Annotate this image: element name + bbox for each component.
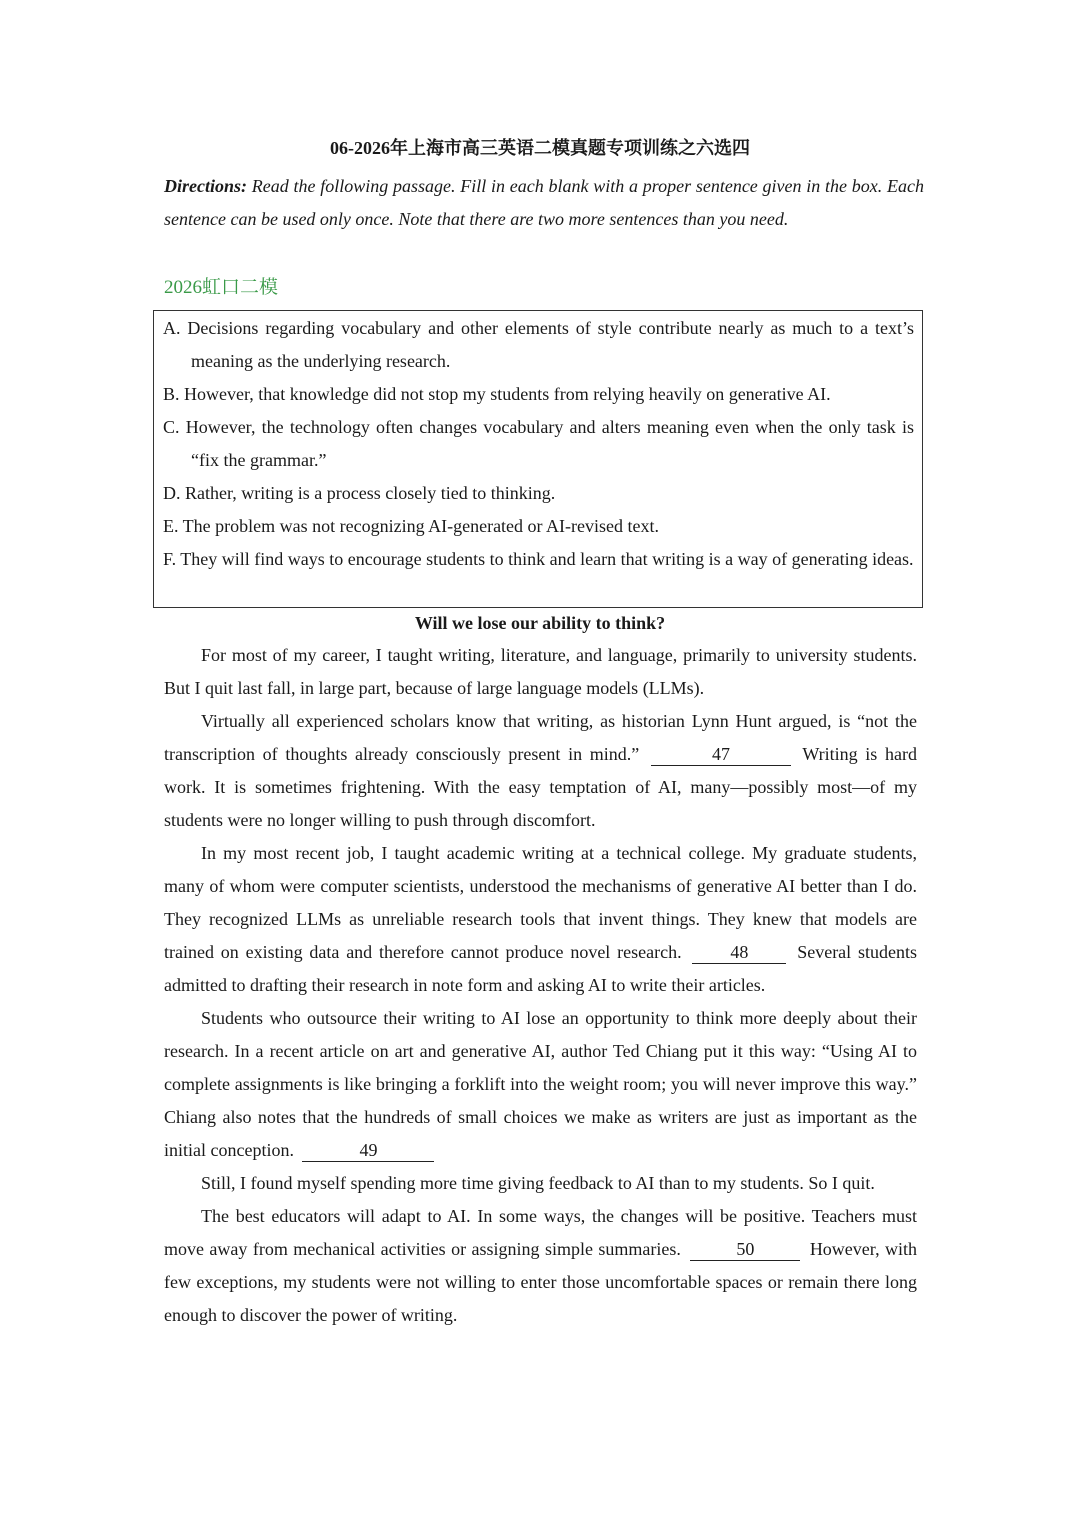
blank-48[interactable]: 48 (692, 941, 786, 964)
option-b: B. However, that knowledge did not stop my students from relying heavily on generative AI. (163, 384, 831, 404)
options-box (153, 310, 923, 608)
paragraph-5 (164, 1167, 917, 1200)
paragraph-5-text: Still, I found myself spending more time giving feedback to AI than to my students. So I quit. (201, 1173, 875, 1193)
blank-47[interactable]: 47 (651, 743, 791, 766)
paragraph-2-text-before: Virtually all experienced scholars know that writing, as historian Lynn Hunt argued, is “not the transcription of thoughts already consciously present in mind.” (164, 711, 917, 764)
option-d: D. Rather, writing is a process closely tied to thinking. (163, 483, 556, 503)
directions (164, 170, 924, 236)
paragraph-3 (164, 837, 917, 1002)
passage (164, 639, 917, 1332)
blank-49[interactable]: 49 (302, 1139, 434, 1162)
paragraph-3-text-after: Several students admitted to drafting their research in note form and asking AI to write their articles. (164, 942, 917, 995)
option-a: A. Decisions regarding vocabulary and other elements of style contribute nearly as much to a text’s meaning as the underlying research. (163, 318, 914, 371)
passage-title: Will we lose our ability to think? (414, 613, 666, 633)
option-e: E. The problem was not recognizing AI-generated or AI-revised text. (163, 516, 660, 536)
paragraph-4 (164, 1002, 917, 1167)
blank-50[interactable]: 50 (690, 1238, 800, 1261)
paragraph-1 (164, 639, 917, 705)
paragraph-6 (164, 1200, 917, 1332)
paragraph-4-text-before: Students who outsource their writing to AI lose an opportunity to think more deeply about their research. In a recent article on art and generative AI, author Ted Chiang put it this way: “Using AI to complete assignments is like bringing a forklift into the weight room; you will never improve this way.” Chiang also notes that the hundreds of small choices we make as writers are just as important as the initial conception. (164, 1008, 917, 1160)
option-f: F. They will find ways to encourage students to think and learn that writing is a way of generating ideas. (163, 549, 914, 569)
document-title: 06-2026年上海市高三英语二模真题专项训练之六选四 (330, 138, 750, 158)
paragraph-6-text-after: However, with few exceptions, my students were not willing to enter those uncomfortable spaces or remain there long enough to discover the power of writing. (164, 1239, 918, 1325)
paragraph-3-text-before: In my most recent job, I taught academic writing at a technical college. My graduate students, many of whom were computer scientists, understood the mechanisms of generative AI better than I do. They recognized LLMs as unreliable research tools that invent things. They knew that models are trained on existing data and therefore cannot produce novel research. (164, 843, 917, 962)
paragraph-1-text: For most of my career, I taught writing, literature, and language, primarily to university students. But I quit last fall, in large part, because of large language models (LLMs). (164, 645, 917, 698)
section-label: 2026虹口二模 (164, 277, 279, 298)
directions-text: Read the following passage. Fill in each blank with a proper sentence given in the box. Each sentence can be used only once. Note that there are two more sentences than you need. (164, 176, 925, 229)
paragraph-2 (164, 705, 917, 837)
directions-label: Directions: (164, 176, 247, 196)
paragraph-6-text-before: The best educators will adapt to AI. In some ways, the changes will be positive. Teachers must move away from mechanical activities or assigning simple summaries. (164, 1206, 917, 1259)
paragraph-2-text-after: Writing is hard work. It is sometimes frightening. With the easy temptation of AI, many—possibly most—of my students were no longer willing to push through discomfort. (164, 744, 917, 830)
option-c: C. However, the technology often changes vocabulary and alters meaning even when the only task is “fix the grammar.” (163, 417, 914, 470)
